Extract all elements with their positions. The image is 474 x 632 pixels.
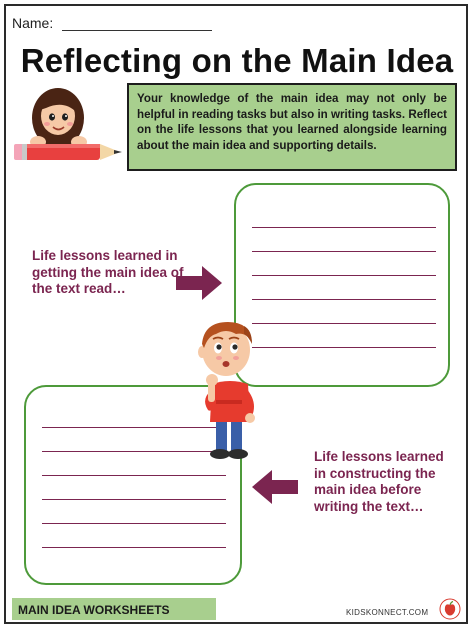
prompt-top: Life lessons learned in getting the main idea of the text read…	[32, 248, 184, 296]
site-name: KIDSKONNECT.COM	[346, 608, 429, 617]
writing-line	[42, 523, 226, 524]
footer-label: MAIN IDEA WORKSHEETS	[18, 603, 170, 617]
writing-line	[42, 475, 226, 476]
writing-line	[42, 499, 226, 500]
name-field[interactable]	[62, 30, 212, 31]
intro-box	[127, 83, 457, 171]
arrow-left-icon	[252, 470, 298, 504]
writing-line	[252, 299, 436, 300]
writing-line	[252, 323, 436, 324]
writing-line	[42, 547, 226, 548]
writing-line	[252, 275, 436, 276]
page-title: Reflecting on the Main Idea	[20, 42, 454, 79]
girl-pencil-illustration	[12, 84, 130, 168]
prompt-bottom: Life lessons learned in constructing the main idea before writing the text…	[314, 449, 444, 514]
boy-thinking-illustration	[186, 318, 274, 464]
arrow-right-icon	[176, 266, 222, 300]
name-label: Name:	[12, 15, 54, 31]
apple-logo-icon	[439, 598, 461, 620]
writing-line	[252, 251, 436, 252]
intro-text: Your knowledge of the main idea may not only be helpful in reading tasks but also in writing tasks. Reflect on the life lessons that you learned alongside learning about the main idea and supporting details.	[137, 92, 447, 152]
writing-line	[252, 347, 436, 348]
writing-line	[252, 227, 436, 228]
